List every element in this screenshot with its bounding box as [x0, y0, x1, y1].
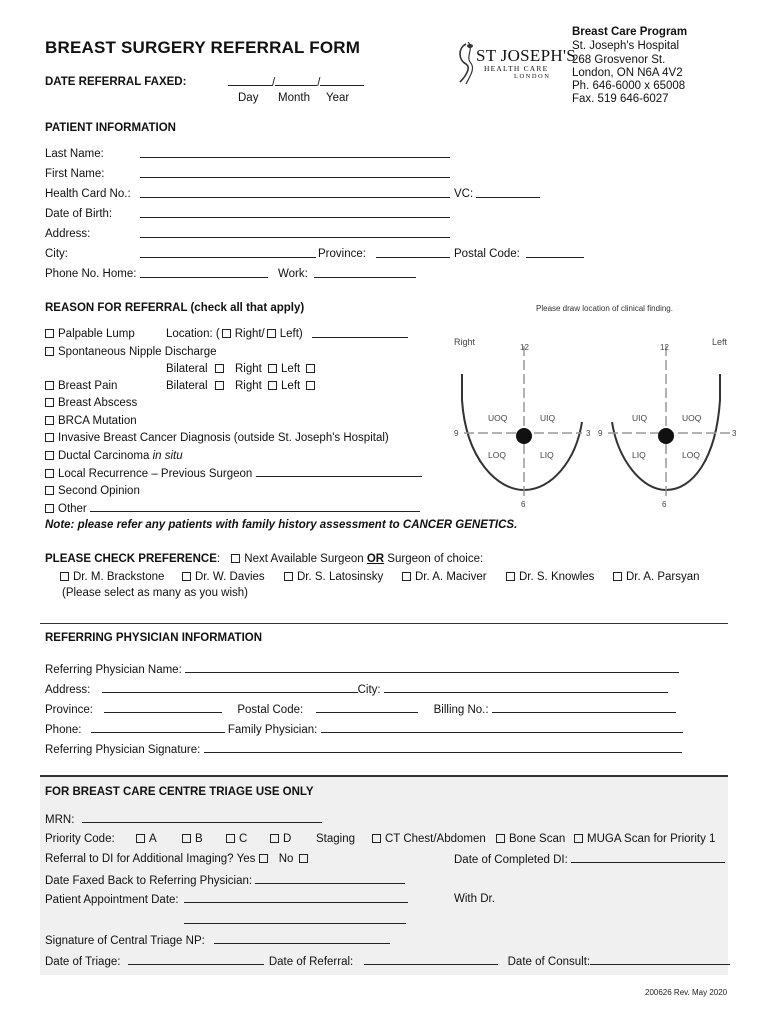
left-clock-6: 6 [662, 500, 667, 509]
date-faxed-field[interactable]: / / [228, 76, 364, 89]
right-checkbox[interactable] [222, 329, 231, 338]
left-checkbox[interactable] [306, 364, 315, 373]
np-signature-field[interactable] [214, 934, 390, 944]
breast-diagram[interactable] [448, 330, 748, 520]
checkbox[interactable] [136, 834, 145, 843]
right-checkbox[interactable] [268, 381, 277, 390]
previous-surgeon-field[interactable] [256, 467, 422, 477]
date-faxed-label: DATE REFERRAL FAXED: [45, 76, 187, 88]
first-name-label: First Name: [45, 168, 105, 180]
right-clock-12: 12 [520, 343, 529, 352]
checkbox[interactable] [613, 572, 622, 581]
physician-province-row: Province: Postal Code: Billing No.: [45, 703, 676, 716]
dob-field[interactable] [140, 208, 450, 221]
right-loq-label: LOQ [488, 450, 506, 460]
priority-b[interactable]: B [182, 833, 203, 845]
first-name-field[interactable] [140, 168, 450, 181]
np-signature-row: Signature of Central Triage NP: [45, 934, 390, 947]
address-line-3: London, ON N6A 4V2 [572, 67, 683, 79]
reason-heading: REASON FOR REFERRAL (check all that apply) [45, 302, 305, 314]
physician-postal-field[interactable] [316, 703, 418, 713]
surgeon-option-2[interactable]: Dr. W. Davies [182, 571, 265, 583]
appointment-row: Patient Appointment Date: [45, 893, 408, 906]
triage-heading: FOR BREAST CARE CENTRE TRIAGE USE ONLY [45, 786, 314, 798]
ductal-option[interactable]: Ductal Carcinoma in situ [45, 450, 183, 462]
muga-option[interactable]: MUGA Scan for Priority 1 [574, 833, 715, 845]
nipple-side-options: Bilateral Right Left [166, 363, 319, 375]
phone-home-label: Phone No. Home: [45, 268, 137, 280]
vc-label: VC: [454, 188, 474, 200]
right-clock-3: 3 [586, 429, 591, 438]
logo-subtitle: HEALTH CARE [484, 64, 549, 73]
faxed-back-row: Date Faxed Back to Referring Physician: [45, 874, 405, 887]
ct-option[interactable]: CT Chest/Abdomen [372, 833, 486, 845]
physician-phone-row: Phone: Family Physician: [45, 723, 683, 736]
last-name-label: Last Name: [45, 148, 104, 160]
address-field[interactable] [140, 228, 450, 241]
checkbox[interactable] [226, 834, 235, 843]
checkbox[interactable] [182, 572, 191, 581]
date-day-caption: Day [238, 92, 259, 104]
checkbox[interactable] [506, 572, 515, 581]
breast-pain-option[interactable]: Breast Pain [45, 380, 117, 392]
checkbox[interactable] [45, 416, 54, 425]
physician-name-row: Referring Physician Name: [45, 663, 679, 676]
priority-d[interactable]: D [270, 833, 291, 845]
surgeon-option-4[interactable]: Dr. A. Maciver [402, 571, 487, 583]
nipple-discharge-option[interactable]: Spontaneous Nipple Discharge [45, 346, 217, 358]
postal-code-field[interactable] [526, 248, 584, 261]
city-field[interactable] [140, 248, 316, 261]
faxed-back-field[interactable] [255, 874, 405, 884]
form-revision: 200626 Rev. May 2020 [645, 988, 728, 997]
city-label: City: [45, 248, 68, 260]
left-breast-label: Left [712, 337, 728, 347]
date-year-caption: Year [326, 92, 350, 104]
divider [40, 623, 728, 624]
completed-di-field[interactable] [571, 853, 725, 863]
location-option: Location: ( Right/ Left) [166, 328, 303, 340]
health-card-field[interactable] [140, 188, 450, 201]
dob-label: Date of Birth: [45, 208, 113, 220]
checkbox[interactable] [45, 347, 54, 356]
appointment-field[interactable] [184, 893, 408, 903]
address-line-2: 268 Grosvenor St. [572, 54, 666, 66]
pain-side-options: Bilateral Right Left [166, 380, 319, 392]
surgeon-option-3[interactable]: Dr. S. Latosinsky [284, 571, 383, 583]
local-recurrence-option[interactable]: Local Recurrence – Previous Surgeon [45, 467, 422, 480]
bilateral-checkbox[interactable] [215, 381, 224, 390]
next-available-checkbox[interactable] [231, 554, 240, 563]
dates-row: Date of Triage: Date of Referral: Date of Consult: [45, 955, 730, 968]
physician-name-field[interactable] [185, 663, 679, 673]
completed-di-row: Date of Completed DI: [454, 853, 725, 866]
physician-phone-field[interactable] [91, 723, 225, 733]
family-physician-field[interactable] [321, 723, 683, 733]
brca-option[interactable]: BRCA Mutation [45, 415, 137, 427]
left-uiq-label: UIQ [632, 413, 648, 423]
physician-heading: REFERRING PHYSICIAN INFORMATION [45, 632, 263, 644]
right-breast-label: Right [454, 337, 476, 347]
draw-location-note: Please draw location of clinical finding. [536, 304, 673, 313]
checkbox[interactable] [372, 834, 381, 843]
patient-info-heading: PATIENT INFORMATION [45, 122, 176, 134]
physician-signature-row: Referring Physician Signature: [45, 743, 682, 756]
form-title: BREAST SURGERY REFERRAL FORM [45, 38, 361, 57]
surgeon-option-6[interactable]: Dr. A. Parsyan [613, 571, 700, 583]
checkbox[interactable] [45, 329, 54, 338]
checkbox[interactable] [182, 834, 191, 843]
checkbox[interactable] [45, 504, 54, 513]
right-uiq-label: UIQ [540, 413, 556, 423]
checkbox[interactable] [402, 572, 411, 581]
surgeon-option-5[interactable]: Dr. S. Knowles [506, 571, 594, 583]
last-name-field[interactable] [140, 148, 450, 161]
bilateral-checkbox[interactable] [215, 364, 224, 373]
date-triage-field[interactable] [128, 955, 264, 965]
left-uoq-label: UOQ [682, 413, 702, 423]
checkbox[interactable] [496, 834, 505, 843]
postal-code-label: Postal Code: [454, 248, 520, 260]
yes-checkbox[interactable] [259, 854, 268, 863]
checkbox[interactable] [45, 381, 54, 390]
physician-city-field[interactable] [384, 683, 668, 693]
address-fax: Fax. 519 646-6027 [572, 93, 669, 105]
date-referral-field[interactable] [364, 955, 498, 965]
no-checkbox[interactable] [299, 854, 308, 863]
date-month-caption: Month [278, 92, 310, 104]
vc-field[interactable] [476, 188, 540, 201]
genetics-note: Note: please refer any patients with family history assessment to CANCER GENETICS. [45, 519, 518, 531]
logo-wordmark: ST JOSEPH'S [476, 46, 577, 65]
physician-address-row: Address: City: [45, 683, 668, 696]
checkbox[interactable] [270, 834, 279, 843]
checkbox[interactable] [574, 834, 583, 843]
priority-a[interactable]: A [136, 833, 157, 845]
checkbox[interactable] [45, 451, 54, 460]
left-loq-label: LOQ [682, 450, 700, 460]
palpable-lump-option[interactable]: Palpable Lump [45, 328, 135, 340]
left-checkbox[interactable] [306, 381, 315, 390]
province-label: Province: [318, 248, 366, 260]
phone-home-field[interactable] [140, 268, 268, 281]
staging-label: Staging [316, 833, 356, 845]
physician-signature-field[interactable] [204, 743, 682, 753]
physician-address-field[interactable] [102, 683, 358, 693]
program-name: Breast Care Program [572, 26, 688, 38]
left-checkbox[interactable] [267, 329, 276, 338]
checkbox[interactable] [60, 572, 69, 581]
left-clock-3: 3 [732, 429, 737, 438]
checkbox[interactable] [45, 398, 54, 407]
mrn-row: MRN: [45, 813, 322, 826]
physician-province-field[interactable] [104, 703, 222, 713]
address-label: Address: [45, 228, 91, 240]
address-line-1: St. Joseph's Hospital [572, 40, 680, 52]
checkbox[interactable] [45, 469, 54, 478]
other-field[interactable] [90, 502, 420, 512]
logo-city: LONDON [514, 73, 551, 80]
checkbox[interactable] [45, 433, 54, 442]
other-option[interactable]: Other [45, 502, 420, 515]
checkbox[interactable] [284, 572, 293, 581]
checkbox[interactable] [45, 486, 54, 495]
left-clock-9: 9 [598, 429, 603, 438]
right-liq-label: LIQ [540, 450, 554, 460]
left-clock-12: 12 [660, 343, 669, 352]
left-liq-label: LIQ [632, 450, 646, 460]
priority-label: Priority Code: [45, 833, 115, 845]
right-clock-6: 6 [521, 500, 526, 509]
appointment-extra-line[interactable] [184, 914, 406, 927]
with-dr-label: With Dr. [454, 893, 495, 905]
surgeon-option-1[interactable]: Dr. M. Brackstone [60, 571, 164, 583]
location-field[interactable] [312, 328, 408, 341]
bone-scan-option[interactable]: Bone Scan [496, 833, 565, 845]
preference-row: PLEASE CHECK PREFERENCE: Next Available Surgeon OR Surgeon of choice: [45, 553, 484, 565]
priority-c[interactable]: C [226, 833, 247, 845]
right-clock-9: 9 [454, 429, 459, 438]
date-consult-field[interactable] [590, 955, 730, 965]
select-many-note: (Please select as many as you wish) [62, 587, 248, 599]
referral-di-row: Referral to DI for Additional Imaging? Yes No [45, 853, 312, 865]
mrn-field[interactable] [82, 813, 322, 823]
right-checkbox[interactable] [268, 364, 277, 373]
billing-number-field[interactable] [492, 703, 676, 713]
province-field[interactable] [376, 248, 450, 261]
breast-abscess-option[interactable]: Breast Abscess [45, 397, 137, 409]
right-uoq-label: UOQ [488, 413, 508, 423]
health-card-label: Health Card No.: [45, 188, 131, 200]
work-phone-field[interactable] [314, 268, 416, 281]
invasive-option[interactable]: Invasive Breast Cancer Diagnosis (outside St. Joseph's Hospital) [45, 432, 389, 444]
address-phone: Ph. 646-6000 x 65008 [572, 80, 686, 92]
work-phone-label: Work: [278, 268, 308, 280]
second-opinion-option[interactable]: Second Opinion [45, 485, 140, 497]
